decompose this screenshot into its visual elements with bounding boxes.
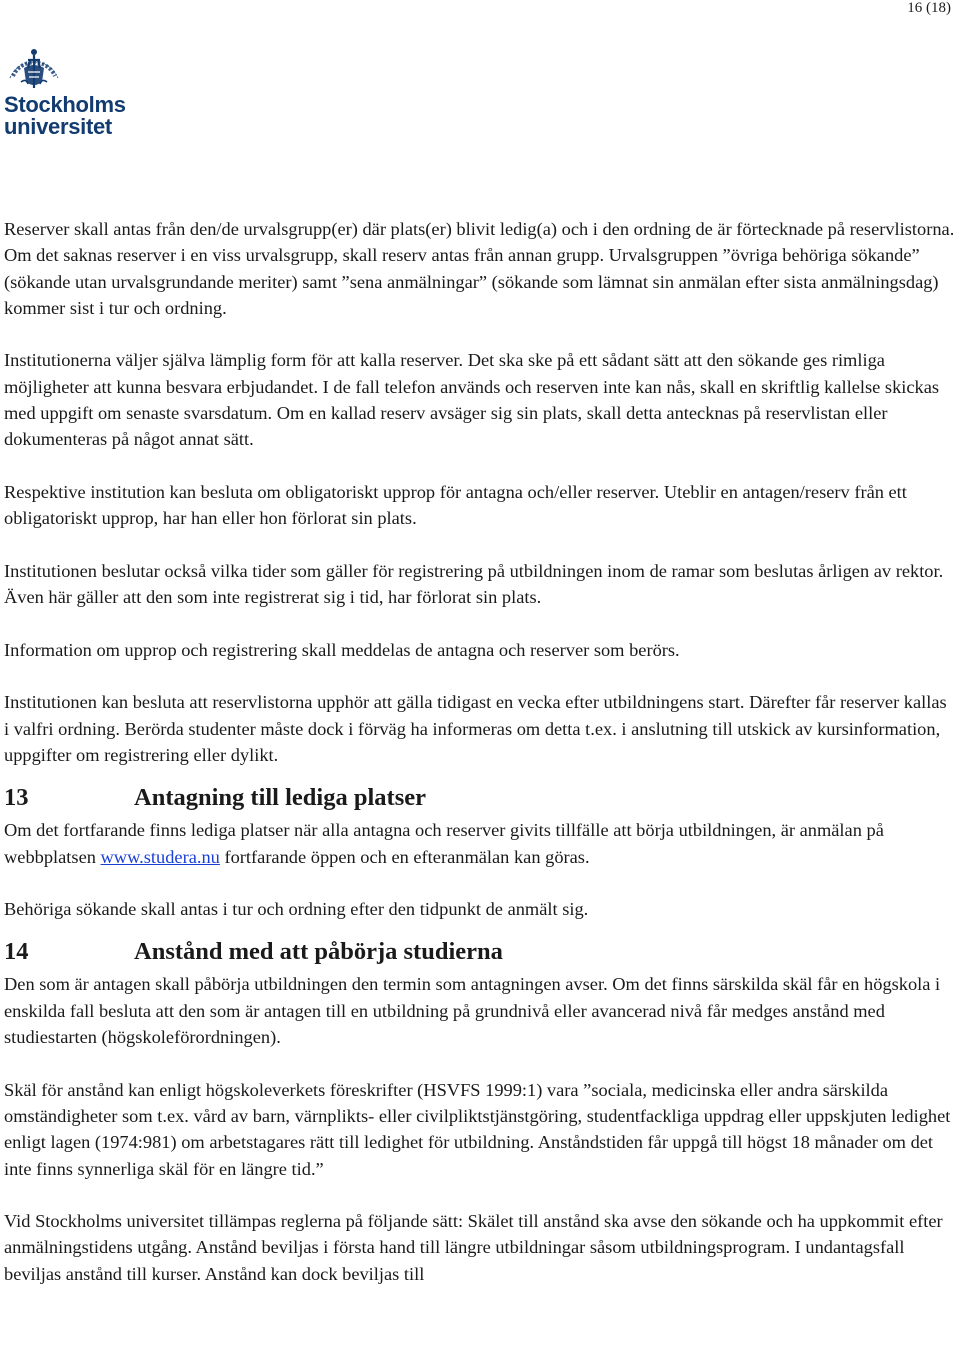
vacant-places-text-after: fortfarande öppen och en efteranmälan kan göras. <box>219 846 590 867</box>
paragraph-deferral-reasons: Skäl för anstånd kan enligt högskoleverkets föreskrifter (HSVFS 1999:1) vara ”sociala, medicinska eller andra särskilda omständigheter som t.ex. vård av barn, värnplikts- eller civilpliktstjänstgöring, studentfackliga uppdrag eller uppskjuten ledighet enligt lagen (1974:981) om arbetstagares rätt till ledighet för utbildning. Anståndstiden får uppgå till högst 18 månader om det inte finns synnerliga skäl för en längre tid.” <box>4 1079 951 1179</box>
section-14-title: Anstånd med att påbörja studierna <box>134 938 503 966</box>
paragraph-calling-reserves: Institutionerna väljer själva lämplig form för att kalla reserver. Det ska ske på ett sådant sätt att den sökande ges rimliga möjligheter att kunna besvara erbjudandet. I de fall telefon används och reserven inte kan nås, skall en skriftlig kallelse skickas med uppgift om senaste svarsdatum. Om en kallad reserv avsäger sig sin plats, skall detta antecknas på reservlistan eller dokumenteras på något annat sätt. <box>4 350 940 450</box>
paragraph-vacant-places <box>4 817 956 870</box>
paragraph-reserve-lists: Institutionen kan besluta att reservlistorna upphör att gälla tidigast en vecka efter utbildningens start. Därefter får reserver kallas i valfri ordning. Berörda studenter måste dock i förväg ha informeras om detta t.ex. i anslutning till utskick av kursinformation, uppgifter om registrering eller dylikt. <box>4 692 947 765</box>
section-14-heading <box>4 937 956 967</box>
university-seal-icon <box>4 38 64 94</box>
university-logo <box>4 38 134 138</box>
section-14-number: 14 <box>4 938 29 966</box>
paragraph-su-application: Vid Stockholms universitet tillämpas reglerna på följande sätt: Skälet till anstånd ska avse den sökande och ha uppkommit efter anmälningstidens utgång. Anstånd beviljas i första hand till längre utbildningar såsom utbildningsprogram. I undantagsfall beviljas anstånd till kurser. Anstånd kan dock beviljas till <box>4 1211 943 1284</box>
document-body <box>4 216 956 1313</box>
section-13-title: Antagning till lediga platser <box>134 784 426 812</box>
vacant-places-text-before: Om det fortfarande finns lediga platser när alla antagna och reserver givits tillfälle att börja utbildningen, är anmälan på webbplatsen <box>4 820 884 867</box>
logo-line2: universitet <box>4 114 112 139</box>
paragraph-roll-call: Respektive institution kan besluta om obligatoriskt upprop för antagna och/eller reserver. Uteblir en antagen/reserv från ett obligatoriskt upprop, har han eller hon förlorat sin plats. <box>4 481 907 529</box>
studera-link[interactable]: www.studera.nu <box>100 846 220 867</box>
logo-line1: Stockholms <box>4 92 126 117</box>
section-13-heading <box>4 783 956 813</box>
paragraph-registration: Institutionen beslutar också vilka tider som gäller för registrering på utbildningen inom de ramar som beslutas årligen av rektor. Även här gäller att den som inte registrerat sig i tid, har förlorat sin plats. <box>4 560 944 608</box>
paragraph-reserves-order: Reserver skall antas från den/de urvalsgrupp(er) där plats(er) blivit ledig(a) och i den ordning de är förtecknade på reservlistorna. Om det saknas reserver i en viss urvalsgrupp, skall reserv antas från annan grupp. Urvalsgruppen ”övriga behöriga sökande” (sökande utan urvalsgrundande meriter) samt ”sena anmälningar” (sökande som lämnat sin anmälan efter sista anmälningsdag) kommer sist i tur och ordning. <box>4 219 955 318</box>
paragraph-deferral-rule: Den som är antagen skall påbörja utbildningen den termin som antagningen avser. Om det finns särskilda skäl får en högskola i enskilda fall besluta att den som är antagen till en utbildning på grundnivå eller avancerad nivå får medges anstånd med studiestarten (högskoleförordningen). <box>4 974 941 1048</box>
paragraph-eligible-applicants: Behöriga sökande skall antas i tur och ordning efter den tidpunkt de anmält sig. <box>4 899 589 920</box>
section-13-number: 13 <box>4 784 29 812</box>
paragraph-information: Information om upprop och registrering skall meddelas de antagna och reserver som berörs. <box>4 639 680 660</box>
page-number: 16 (18) <box>907 0 951 16</box>
